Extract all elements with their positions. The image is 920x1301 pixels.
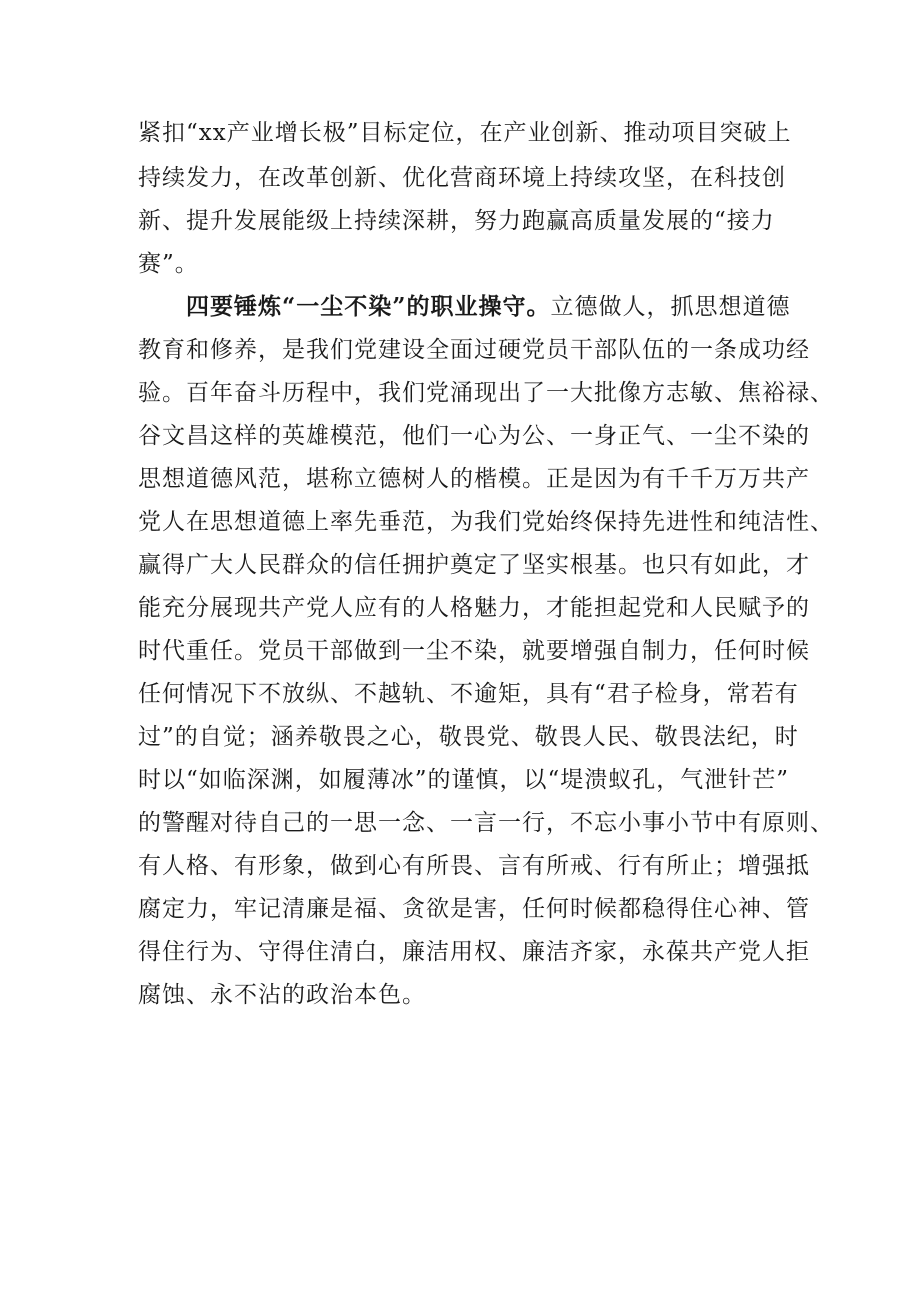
paragraph-2-heading: 四要锤炼“一尘不染”的职业操守。 [186,293,551,320]
paragraph-2-line-2: 教育和修养，是我们党建设全面过硬党员干部队伍的一条成功经 [138,337,810,363]
paragraph-2-line-8: 能充分展现共产党人应有的人格魅力，才能担起党和人民赋予的 [138,595,810,621]
paragraph-1-line-4: 赛”。 [138,251,199,277]
paragraph-2-line-4: 谷文昌这样的英雄模范，他们一心为公、一身正气、一尘不染的 [138,423,810,449]
paragraph-1-line-1: 紧扣“xx产业增长极”目标定位，在产业创新、推动项目突破上 [138,120,792,146]
paragraph-2-line-15: 腐定力，牢记清廉是福、贪欲是害，任何时候都稳得住心神、管 [138,896,810,922]
paragraph-2-line-16: 得住行为、守得住清白，廉洁用权、廉洁齐家，永葆共产党人拒 [138,939,810,965]
paragraph-2-line-11: 过”的自觉；涵养敬畏之心，敬畏党、敬畏人民、敬畏法纪，时 [138,724,799,750]
paragraph-2-line-12: 时以“如临深渊，如履薄冰”的谨慎，以“堤溃蚁孔，气泄针芒” [138,767,790,793]
paragraph-1-line-2: 持续发力，在改革创新、优化营商环境上持续攻坚，在科技创 [138,165,786,191]
paragraph-2-line-14: 有人格、有形象，做到心有所畏、言有所戒、行有所止；增强抵 [138,853,810,879]
paragraph-2-line-9: 时代重任。党员干部做到一尘不染，就要增强自制力，任何时候 [138,638,810,664]
paragraph-2-line-1 [186,292,790,322]
paragraph-2-line-5: 思想道德风范，堪称立德树人的楷模。正是因为有千千万万共产 [138,466,810,492]
paragraph-2-line-17: 腐蚀、永不沾的政治本色。 [138,982,426,1008]
paragraph-2-line-7: 赢得广大人民群众的信任拥护奠定了坚实根基。也只有如此，才 [138,552,810,578]
paragraph-2-line-1-rest: 立德做人，抓思想道德 [550,294,791,320]
paragraph-1-line-3: 新、提升发展能级上持续深耕，努力跑赢高质量发展的“接力 [138,208,775,234]
paragraph-2-line-3: 验。百年奋斗历程中，我们党涌现出了一大批像方志敏、焦裕禄、 [138,380,834,406]
paragraph-2-line-6: 党人在思想道德上率先垂范，为我们党始终保持先进性和纯洁性、 [138,509,834,535]
paragraph-2-line-13: 的警醒对待自己的一思一念、一言一行，不忘小事小节中有原则、 [138,810,834,836]
paragraph-2-line-10: 任何情况下不放纵、不越轨、不逾矩，具有“君子检身，常若有 [138,681,799,707]
